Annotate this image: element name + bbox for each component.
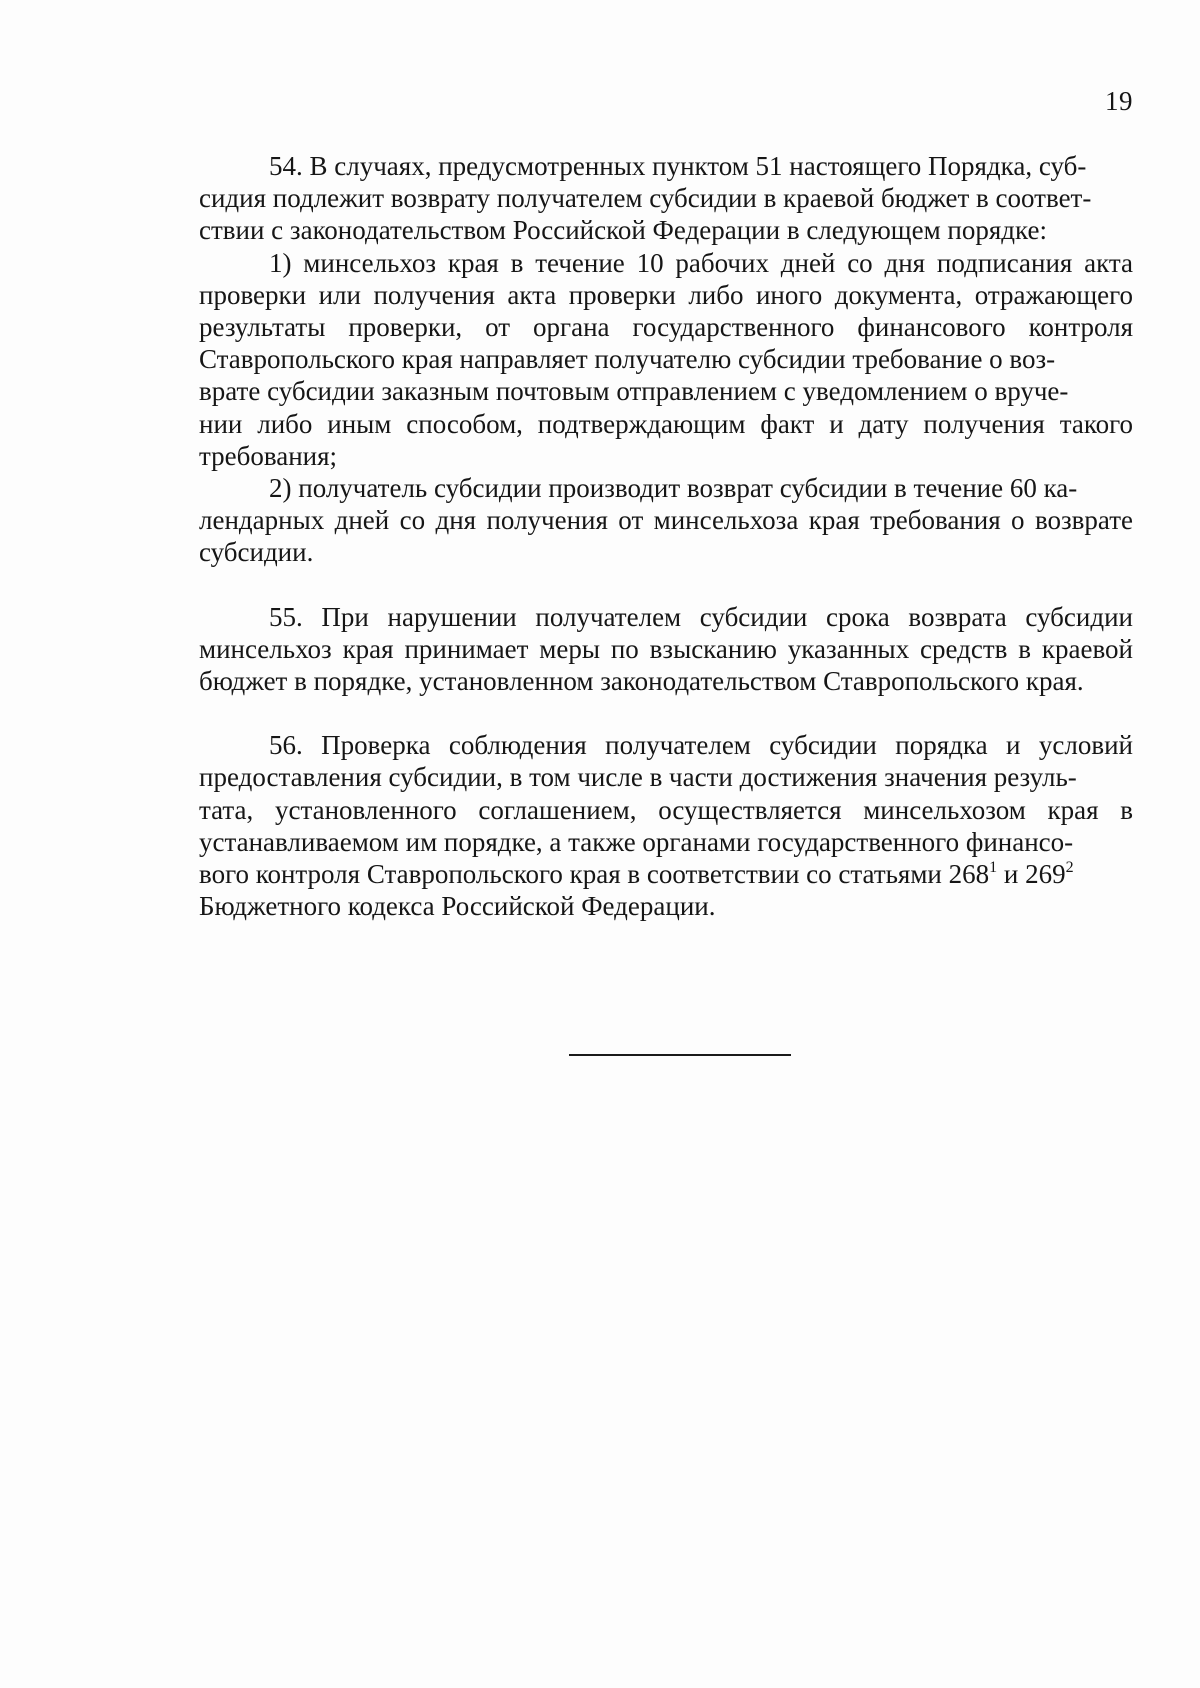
paragraph-54-item-1: 1) минсельхоз края в течение 10 рабочих дней со дня подписания акта проверки или получения акта проверки либо иного документа, отражающего результаты проверки, от органа государственного финансового контроля Ставропольского края направляет получателю субсидии требование о воз- врате субсидии заказным почтовым отправлением с уведомлением о вруче- нии либо иным способом, подтверждающим факт и дату получения такого требования;	[199, 247, 1133, 471]
paragraph-56-ending: Бюджетного кодекса Российской Федерации.	[199, 891, 716, 922]
article-268-number: 268	[948, 859, 990, 890]
paragraph-gap	[199, 697, 1133, 729]
page-number: 19	[1105, 86, 1133, 116]
paragraph-56	[199, 729, 1133, 922]
paragraph-56-connector: и	[997, 859, 1026, 890]
article-269-superscript: 2	[1065, 859, 1074, 877]
end-separator-line	[569, 1054, 791, 1056]
paragraph-56-text: 56. Проверка соблюдения получателем субсидии порядка и условий предоставления субсидии, в том числе в части достижения значения резуль- тата, установленного соглашением, осуществляется минсельхозом края в устанавливаемом им порядке, а также органами государственного финансо- вого контроля Ставропольского края в соответствии со статьями	[199, 730, 1133, 890]
paragraph-54-item-2: 2) получатель субсидии производит возврат субсидии в течение 60 ка- лендарных дней со дня получения от минсельхоза края требования о возврате субсидии.	[199, 473, 1133, 568]
paragraph-gap	[199, 569, 1133, 601]
article-269-number: 269	[1025, 859, 1066, 890]
paragraph-55: 55. При нарушении получателем субсидии срока возврата субсидии минсельхоз края принимает меры по взысканию указанных средств в краевой бюджет в порядке, установленном законодательством Ставропольского края.	[199, 601, 1133, 697]
article-268-superscript: 1	[989, 859, 998, 877]
paragraph-54: 54. В случаях, предусмотренных пунктом 51 настоящего Порядка, суб- сидия подлежит возврату получателем субсидии в краевой бюджет в соответ- ствии с законодательством Российской Федерации в следующем порядке:	[199, 151, 1092, 246]
document-body	[199, 150, 1133, 922]
